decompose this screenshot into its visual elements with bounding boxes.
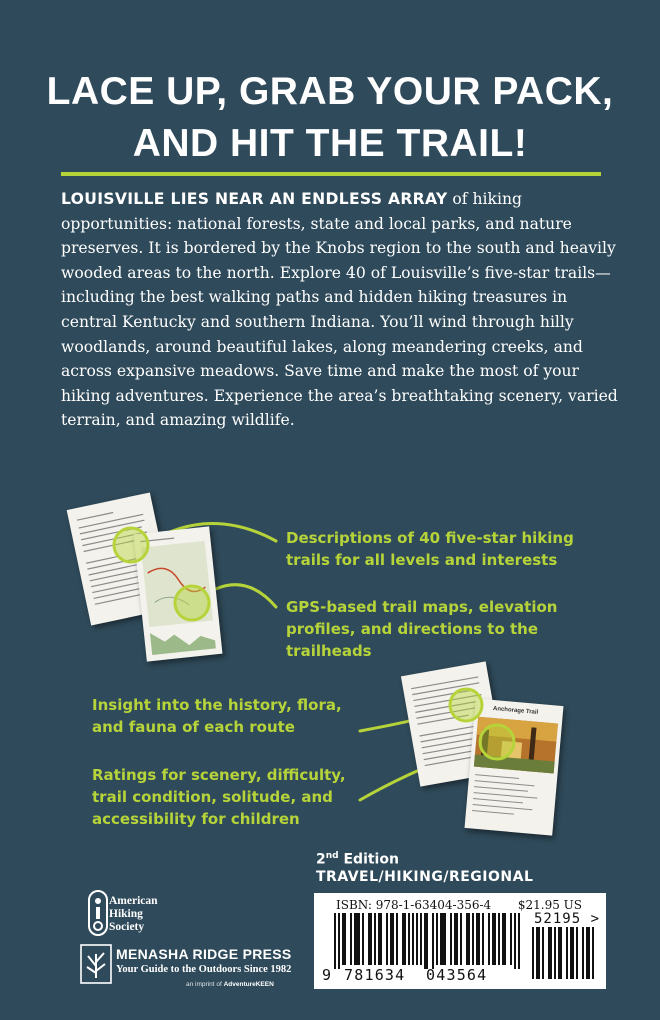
barcode-bar xyxy=(380,913,382,965)
barcode-bar xyxy=(478,913,480,965)
barcode-bar xyxy=(454,913,456,965)
american-hiking-society-logo-icon xyxy=(88,890,108,936)
barcode-bar xyxy=(570,927,572,979)
barcode-bar xyxy=(554,927,556,979)
society-line-2: Hiking xyxy=(109,908,143,920)
barcode-bar xyxy=(362,913,364,965)
feature-descriptions: Descriptions of 40 five-star hiking trails for all levels and interests xyxy=(286,529,574,569)
barcode-bar xyxy=(442,913,444,965)
barcode-bar xyxy=(358,913,360,965)
barcode-bar xyxy=(440,913,442,965)
barcode-bar xyxy=(572,927,574,979)
barcode-bar xyxy=(518,913,520,969)
barcode-bar xyxy=(542,927,544,979)
barcode-bar xyxy=(426,913,428,969)
blurb-lead: LOUISVILLE LIES NEAR AN ENDLESS ARRAY xyxy=(61,190,448,208)
barcode-bar xyxy=(342,913,344,965)
edition-number: 2 xyxy=(316,851,326,868)
barcode-bar xyxy=(354,913,356,965)
barcode-bar xyxy=(472,913,474,965)
barcode-bar xyxy=(494,913,496,965)
barcode-bar xyxy=(456,913,458,965)
barcode-bar xyxy=(408,913,410,965)
barcode-bar xyxy=(338,913,340,969)
edition-word: Edition xyxy=(338,851,399,868)
barcode-bar xyxy=(402,913,404,965)
barcode-bar xyxy=(396,913,398,965)
barcode-bar xyxy=(586,927,588,979)
feature-ratings: Ratings for scenery, difficulty, trail condition, solitude, and accessibility for children xyxy=(92,766,346,828)
barcode-bar xyxy=(334,913,336,969)
american-hiking-society-name xyxy=(109,895,158,934)
barcode-digits-group2: 043564 xyxy=(426,966,488,984)
price-code-digits: 52195 xyxy=(534,911,582,927)
barcode-bar xyxy=(416,913,418,965)
barcode-bar xyxy=(558,927,560,979)
society-line-1: American xyxy=(109,895,158,907)
publisher-name: MENASHA RIDGE PRESS xyxy=(116,946,292,962)
page-thumbnail-trail-profile xyxy=(465,698,564,835)
barcode-bar xyxy=(344,913,346,965)
feature-maps: GPS-based trail maps, elevation profiles, and directions to the trailheads xyxy=(286,598,558,660)
barcode-bar xyxy=(492,913,494,965)
headline-line-1: LACE UP, GRAB YOUR PACK, xyxy=(46,70,614,113)
barcode-bar xyxy=(538,927,540,979)
menasha-ridge-tree-icon xyxy=(80,944,112,984)
barcode-bar xyxy=(424,913,426,969)
price-label: $21.95 US xyxy=(517,898,582,912)
barcode-bar xyxy=(432,913,434,969)
accent-divider xyxy=(61,172,601,176)
barcode-digit-first: 9 xyxy=(322,966,333,984)
thumbnail-title: Anchorage Trail xyxy=(492,705,539,716)
headline-line-2: AND HIT THE TRAIL! xyxy=(132,122,528,165)
blurb-text: of hiking opportunities: national forests, state and local parks, and nature preserves. It is bordered by the Knobs region to the south and heavily wooded areas to the north. Explore 40 of Louisville’s five-star trails—including the best walking paths and hidden hiking treasures in central Kentucky and southern Indiana. You’ll wind through hilly woodlands, around beautiful lakes, along meandering creeks, and across expansive meadows. Save time and make the most of your hiking adventures. Experience the area’s breathtaking scenery, varied terrain, and amazing wildlife. xyxy=(61,190,618,430)
barcode-bar xyxy=(510,913,512,965)
barcode-bar xyxy=(502,913,504,965)
barcode-panel xyxy=(314,893,606,989)
edition-suffix: nd xyxy=(325,851,339,861)
society-line-3: Society xyxy=(109,921,145,933)
publisher-tagline: Your Guide to the Outdoors Since 1982 xyxy=(116,964,292,975)
barcode-bar xyxy=(420,913,422,965)
barcode-bar xyxy=(548,927,550,979)
barcode-bar xyxy=(468,913,470,965)
trail-photo-icon xyxy=(465,698,564,835)
barcode-bar xyxy=(378,913,380,965)
trail-map-icon xyxy=(134,526,223,661)
barcode-bar xyxy=(466,913,468,965)
barcode-bar xyxy=(576,927,578,979)
barcode-bar xyxy=(536,927,538,979)
barcode-bar xyxy=(374,913,376,965)
barcode-bar xyxy=(404,913,406,965)
imprint-name: AdventureKEEN xyxy=(223,981,274,988)
barcode-bar xyxy=(482,913,484,965)
barcode-bar xyxy=(560,927,562,979)
barcode-bar xyxy=(356,913,358,965)
barcode-bar xyxy=(460,913,462,965)
category-label: TRAVEL/HIKING/REGIONAL xyxy=(316,869,534,885)
barcode-bar xyxy=(444,913,446,965)
barcode-bar xyxy=(550,927,552,979)
barcode-bar xyxy=(488,913,490,965)
isbn-label: ISBN: 978-1-63404-356-4 xyxy=(336,898,492,912)
barcode-bar xyxy=(392,913,394,965)
barcode-bar xyxy=(566,927,568,979)
barcode-bar xyxy=(582,927,584,979)
price-code xyxy=(534,911,600,927)
barcode-bar xyxy=(368,913,370,965)
barcode-bar xyxy=(592,927,594,979)
barcode-bar xyxy=(386,913,388,965)
description-blurb xyxy=(61,187,621,433)
barcode-bar xyxy=(370,913,372,965)
feature-history: Insight into the history, flora, and fauna of each route xyxy=(92,696,342,736)
edition-label xyxy=(316,851,399,868)
barcode-bar xyxy=(504,913,506,965)
barcode-bar xyxy=(588,927,590,979)
price-code-arrow: > xyxy=(590,911,601,927)
barcode-bar xyxy=(514,913,516,969)
barcode-bar xyxy=(498,913,500,965)
barcode-bar xyxy=(450,913,452,965)
barcode-bar xyxy=(390,913,392,965)
barcode-bar xyxy=(476,913,478,965)
imprint-prefix: an imprint of xyxy=(186,981,224,988)
barcode-bar xyxy=(436,913,438,965)
publisher-imprint xyxy=(186,981,274,988)
page-thumbnail-map xyxy=(134,526,223,661)
barcode-bar xyxy=(350,913,352,965)
barcode-bar xyxy=(532,927,534,979)
barcode-bar xyxy=(412,913,414,965)
barcode-digits-group1: 781634 xyxy=(344,966,406,984)
